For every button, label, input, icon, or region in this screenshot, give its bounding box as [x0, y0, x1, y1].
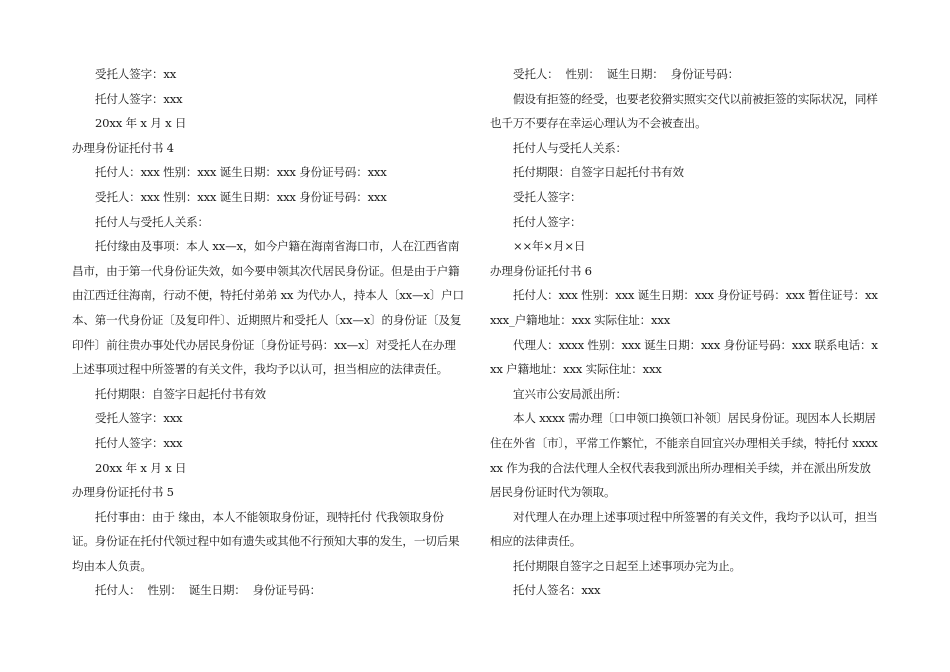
- right-paragraph: 代理人：xxxx 性别：xxx 诞生日期：xxx 身份证号码：xxx 联系电话：xxx 户籍地址：xxx 实际住址：xxx: [490, 337, 878, 377]
- left-paragraph: 托付人签字：xxx: [95, 435, 183, 450]
- left-paragraph: 托付事由：由于 缘由，本人不能领取身份证，现特托付 代我领取身份证。身份证在托付代领过程中如有遗失或其他不行预知大事的发生，一切后果均由本人负责。: [72, 509, 460, 573]
- right-paragraph: 托付人签字：: [513, 214, 582, 229]
- left-paragraph: 受托人签字：xxx: [95, 411, 183, 426]
- right-heading: 办理身份证托付书 6: [490, 263, 592, 278]
- left-paragraph: 托付人：xxx 性别：xxx 诞生日期：xxx 身份证号码：xxx: [95, 165, 387, 180]
- left-paragraph: 托付人： 性别： 诞生日期： 身份证号码：: [95, 583, 322, 598]
- left-paragraph: 托付人签字：xxx: [95, 91, 183, 106]
- left-paragraph: 托付缘由及事项：本人 xx—x，如今户籍在海南省海口市，人在江西省南昌市，由于第一代身份证失效，如今要申领其次代居民身份证。但是由于户籍由江西迁往海南，行动不便，特托付弟弟 xx 为代办人，持本人〔xx—x〕户口本、第一代身份证〔及复印件〕、近期照片和受托人〔xx—x〕的身份证〔及复印件〕前往贵办事处代办居民身份证〔身份证号码：xx—x〕对受托人在办理上述事项过程中所签署的有关文件，我均予以认可，担当相应的法律责任。: [72, 239, 464, 377]
- right-paragraph: ××年×月×日: [513, 239, 586, 254]
- left-paragraph: 托付人与受托人关系：: [95, 214, 209, 229]
- right-paragraph: 托付期限自签字之日起至上述事项办完为止。: [513, 558, 741, 573]
- left-paragraph: 20xx 年 x 月 x 日: [95, 116, 187, 131]
- right-column: [490, 62, 882, 603]
- left-heading: 办理身份证托付书 5: [72, 485, 174, 500]
- left-column: [72, 62, 464, 603]
- left-paragraph: 托付期限：自签字日起托付书有效: [95, 386, 266, 401]
- right-paragraph: 对代理人在办理上述事项过程中所签署的有关文件，我均予以认可，担当相应的法律责任。: [490, 509, 878, 549]
- right-paragraph: 受托人： 性别： 诞生日期： 身份证号码：: [513, 67, 740, 81]
- right-paragraph: 托付人签名：xxx: [513, 583, 601, 598]
- left-paragraph: 受托人：xxx 性别：xxx 诞生日期：xxx 身份证号码：xxx: [95, 189, 387, 204]
- right-paragraph: 宜兴市公安局派出所：: [513, 386, 627, 401]
- right-paragraph: 托付期限：自签字日起托付书有效: [513, 165, 684, 180]
- right-paragraph: 受托人签字：: [513, 189, 582, 204]
- right-paragraph: 托付人：xxx 性别：xxx 诞生日期：xxx 身份证号码：xxx 暂住证号：xxxxx_户籍地址：xxx 实际住址：xxx: [490, 288, 878, 327]
- right-paragraph: 假设有拒签的经受，也要老狡猾实照实交代以前被拒签的实际状况，同样也千万不要存在幸运心理认为不会被查出。: [490, 91, 878, 131]
- left-paragraph: 20xx 年 x 月 x 日: [95, 460, 187, 475]
- left-heading: 办理身份证托付书 4: [72, 140, 174, 155]
- right-paragraph: 托付人与受托人关系：: [513, 140, 627, 155]
- right-paragraph: 本人 xxxx 需办理〔口申领口换领口补领〕居民身份证。现因本人长期居住在外省〔市〕，平常工作繁忙，不能亲自回宜兴办理相关手续，特托付 xxxxxx 作为我的合法代理人全权代表我到派出所办理相关手续，并在派出所发放居民身份证时代为领取。: [490, 411, 878, 500]
- left-paragraph: 受托人签字：xx: [95, 67, 177, 81]
